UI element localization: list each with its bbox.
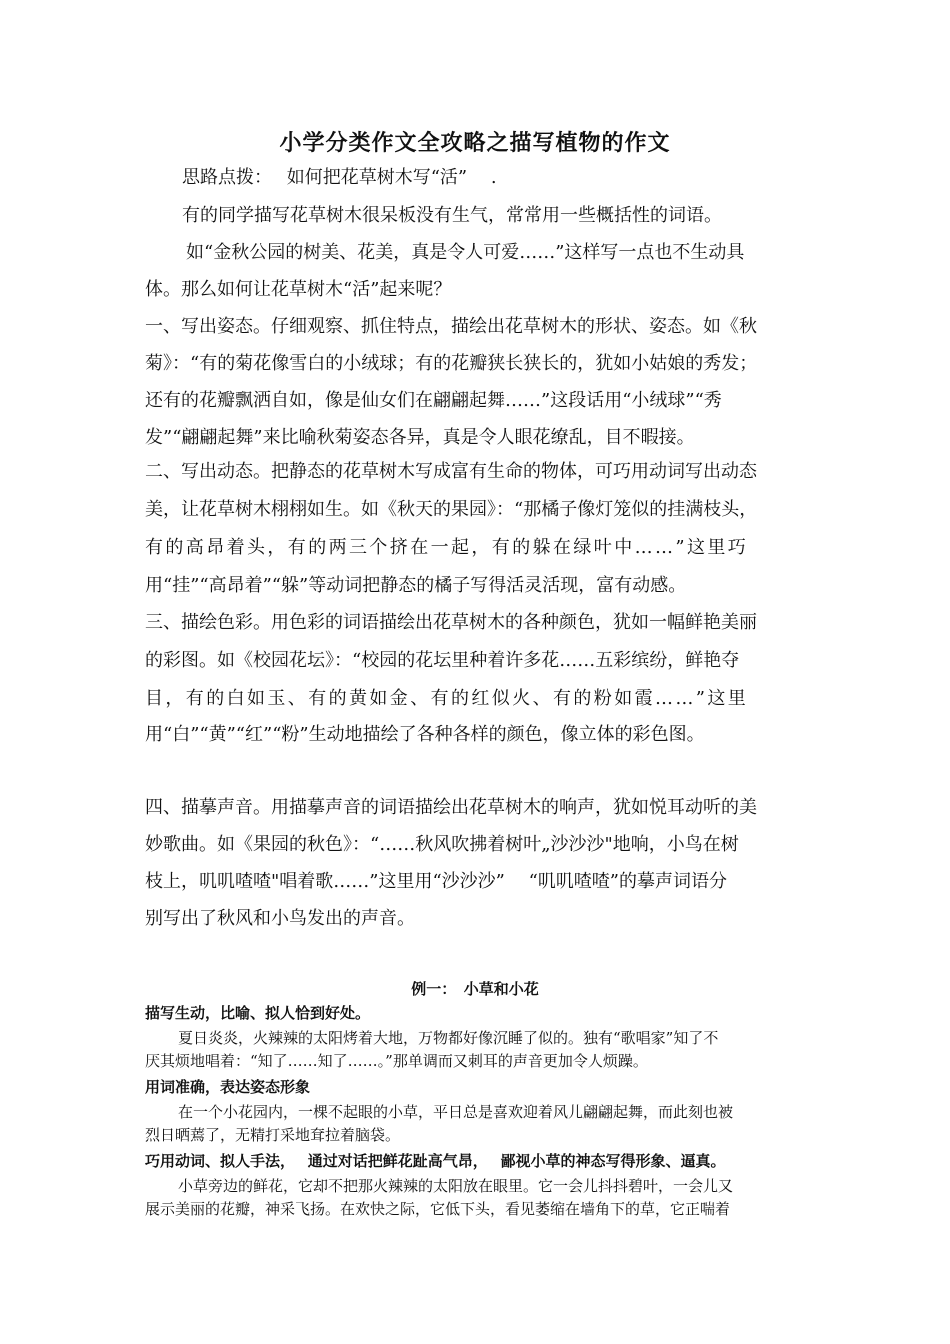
method-3-line-2: 的彩图。如《校园花坛》：“校园的花坛里种着许多花……五彩缤纷，鲜艳夺 bbox=[145, 650, 740, 671]
example-section-1-line-2: 厌其烦地唱着：“知了……知了……。”那单调而又刺耳的声音更加令人烦躁。 bbox=[145, 1052, 648, 1070]
document-title: 小学分类作文全攻略之描写植物的作文 bbox=[279, 130, 671, 156]
example-section-3-line-2: 展示美丽的花瓣，神采飞扬。在欢快之际，它低下头，看见萎缩在墙角下的草，它正喘着 bbox=[145, 1200, 731, 1218]
method-1-line-4: 发”“翩翩起舞”来比喻秋菊姿态各异，真是令人眼花缭乱，目不暇接。 bbox=[145, 427, 695, 448]
intro-paragraph-1: 有的同学描写花草树木很呆板没有生气，常常用一些概括性的词语。 bbox=[182, 205, 722, 226]
example-section-1-line-1: 夏日炎炎，火辣辣的太阳烤着大地，万物都好像沉睡了似的。独有“歌唱家”知了不 bbox=[178, 1029, 719, 1047]
method-4-line-4: 别写出了秋风和小鸟发出的声音。 bbox=[145, 908, 415, 929]
method-3-line-3: 目，有的白如玉、有的黄如金、有的红似火、有的粉如霞……”这里 bbox=[145, 688, 749, 709]
example-section-3-label: 巧用动词、拟人手法， 通过对话把鲜花趾高气昂， 鄙视小草的神态写得形象、逼真。 bbox=[145, 1152, 726, 1170]
method-2-line-2: 美，让花草树木栩栩如生。如《秋天的果园》：“那橘子像灯笼似的挂满枝头， bbox=[145, 499, 758, 520]
example-section-2-line-2: 烈日晒蔫了，无精打采地耷拉着脑袋。 bbox=[145, 1126, 401, 1144]
method-3-line-1: 三、描绘色彩。用色彩的词语描绘出花草树木的各种颜色，犹如一幅鲜艳美丽 bbox=[145, 612, 757, 633]
example-section-2-label: 用词准确，表达姿态形象 bbox=[145, 1078, 311, 1096]
example-section-1-label: 描写生动，比喻、拟人恰到好处。 bbox=[145, 1004, 371, 1022]
method-4-line-3: 枝上，叽叽喳喳"唱着歌……”这里用“沙沙沙” “叽叽喳喳”的摹声词语分 bbox=[145, 871, 728, 892]
example-section-2-line-1: 在一个小花园内，一棵不起眼的小草，平日总是喜欢迎着风儿翩翩起舞，而此刻也被 bbox=[178, 1103, 734, 1121]
method-4-line-2: 妙歌曲。如《果园的秋色》：“……秋风吹拂着树叶„沙沙沙"地响，小鸟在树 bbox=[145, 834, 739, 855]
method-2-line-1: 二、写出动态。把静态的花草树木写成富有生命的物体，可巧用动词写出动态 bbox=[145, 461, 757, 482]
method-1-line-2: 菊》：“有的菊花像雪白的小绒球；有的花瓣狭长狭长的，犹如小姑娘的秀发； bbox=[145, 353, 758, 374]
example-heading: 例一： 小草和小花 bbox=[411, 980, 539, 998]
method-1-line-1: 一、写出姿态。仔细观察、抓住特点，描绘出花草树木的形状、姿态。如《秋 bbox=[145, 316, 757, 337]
method-3-line-4: 用“白”“黄”“红”“粉”生动地描绘了各种各样的颜色，像立体的彩色图。 bbox=[145, 724, 705, 745]
method-4-line-1: 四、描摹声音。用描摹声音的词语描绘出花草树木的响声，犹如悦耳动听的美 bbox=[145, 797, 757, 818]
method-1-line-3: 还有的花瓣飘洒自如，像是仙女们在翩翩起舞……”这段话用“小绒球”“秀 bbox=[145, 390, 722, 411]
method-2-line-4: 用“挂”“高昂着”“躲”等动词把静态的橘子写得活灵活现，富有动感。 bbox=[145, 575, 687, 596]
intro-paragraph-2-line-2: 体。那么如何让花草树木“活”起来呢？ bbox=[145, 279, 452, 300]
example-section-3-line-1: 小草旁边的鲜花，它却不把那火辣辣的太阳放在眼里。它一会儿抖抖碧叶，一会儿又 bbox=[178, 1177, 734, 1195]
method-2-line-3: 有的高昂着头，有的两三个挤在一起，有的躲在绿叶中……”这里巧 bbox=[145, 537, 749, 558]
intro-hint: 思路点拨： 如何把花草树木写“活” . bbox=[182, 167, 497, 188]
intro-paragraph-2-line-1: 如“金秋公园的树美、花美，真是令人可爱……”这样写一点也不生动具 bbox=[186, 242, 745, 263]
